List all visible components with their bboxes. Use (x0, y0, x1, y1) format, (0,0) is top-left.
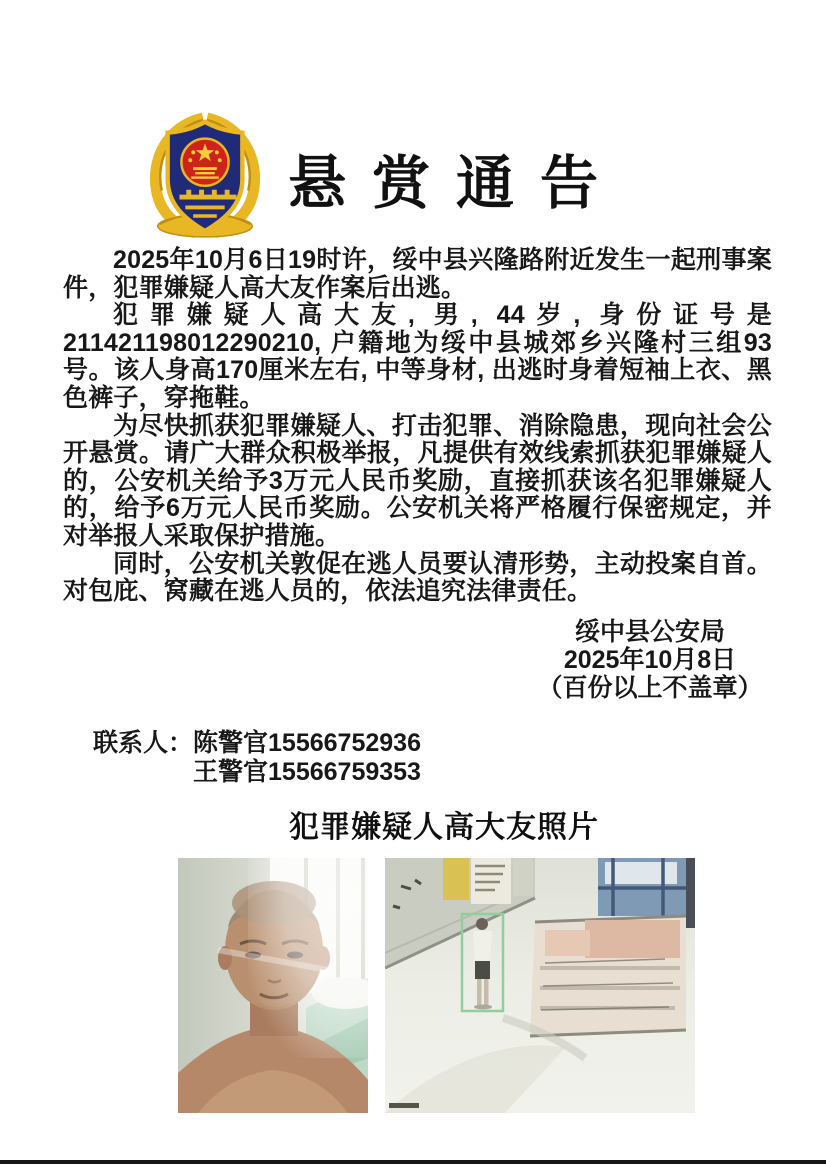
police-badge-icon (146, 108, 264, 238)
contact-line-1 (93, 729, 421, 758)
photo-caption: 犯罪嫌疑人高大友照片 (289, 811, 599, 844)
paragraph-reward: 为尽快抓获犯罪嫌疑人、打击犯罪、消除隐患，现向社会公开悬赏。请广大群众积极举报，凡提供有效线索抓获犯罪嫌疑人的，公安机关给予3万元人民币奖励，直接抓获该名犯罪嫌疑人的，给予6万元人民币奖励。公安机关将严格履行保密规定，并对举报人采取保护措施。 (63, 411, 772, 550)
contact-officer-1-phone: 15566752936 (268, 729, 421, 757)
paragraph-incident: 2025年10月6日19时许，绥中县兴隆路附近发生一起刑事案件，犯罪嫌疑人高大友作案后出逃。 (63, 246, 772, 302)
contact-label: 联系人： (93, 729, 194, 757)
paragraph-suspect-info: 犯罪嫌疑人高大友, 男, 44岁, 身份证号是211421198012290210, 户籍地为绥中县城郊乡兴隆村三组93号。该人身高170厘米左右, 中等身材, 出逃时身着短袖上衣、黑色裤子，穿拖鞋。 (63, 301, 772, 412)
seal-note: （百份以上不盖章） (537, 674, 763, 702)
paragraph-surrender: 同时，公安机关敦促在逃人员要认清形势，主动投案自首。对包庇、窝藏在逃人员的，依法追究法律责任。 (63, 549, 772, 606)
issue-date: 2025年10月8日 (563, 646, 737, 674)
contact-line-2 (93, 758, 421, 787)
notice-body (63, 247, 772, 606)
contact-officer-2-name: 王警官 (193, 758, 269, 786)
contact-block (93, 729, 421, 787)
notice-title: 悬赏通告 (288, 151, 625, 216)
cctv-surveillance-photo (385, 858, 695, 1113)
bottom-divider (0, 1160, 826, 1164)
signature-block (515, 618, 785, 702)
issuing-agency: 绥中县公安局 (574, 618, 725, 646)
suspect-portrait-photo (178, 858, 368, 1113)
contact-officer-2-phone: 15566759353 (268, 758, 421, 786)
contact-officer-1-name: 陈警官 (193, 729, 269, 757)
